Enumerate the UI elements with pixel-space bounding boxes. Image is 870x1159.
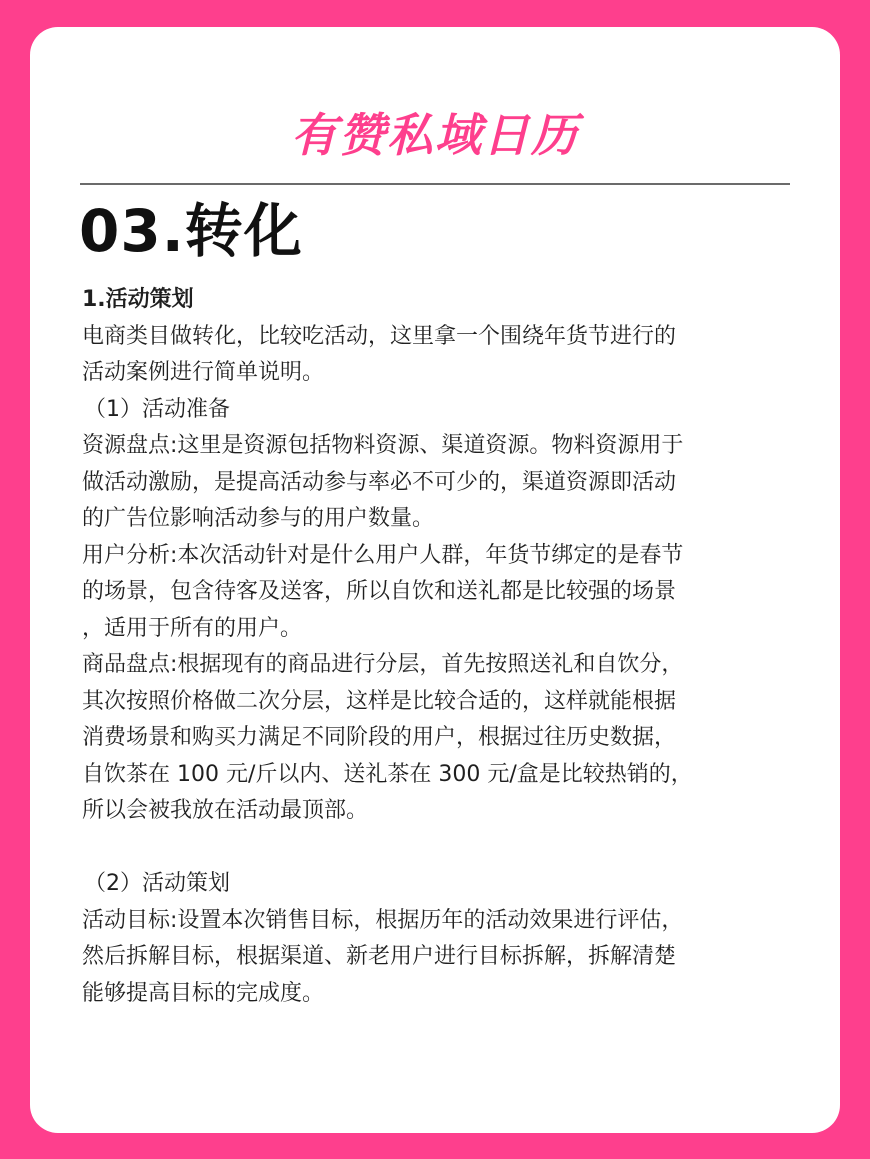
paragraph-line: 做活动激励，是提高活动参与率必不可少的，渠道资源即活动 [82,469,677,495]
paragraph-line: ，适用于所有的用户。 [82,615,303,641]
divider [80,183,790,185]
subheading-activity-prep: （1）活动准备 [84,396,230,422]
paragraph-line: 电商类目做转化，比较吃活动，这里拿一个围绕年货节进行的 [82,323,677,349]
paragraph-line: 用户分析:本次活动针对是什么用户人群，年货节绑定的是春节 [82,542,684,568]
subheading-activity-planning: 1.活动策划 [82,287,194,312]
paragraph-line: 所以会被我放在活动最顶部。 [82,798,369,823]
content-card [30,27,840,1133]
paragraph-line: 能够提高目标的完成度。 [82,980,325,1006]
paragraph-line: 消费场景和购买力满足不同阶段的用户，根据过往历史数据， [82,725,677,750]
paragraph-line: 商品盘点:根据现有的商品进行分层，首先按照送礼和自饮分， [82,652,684,677]
paragraph-line: 然后拆解目标，根据渠道、新老用户进行目标拆解，拆解清楚 [82,944,677,969]
paragraph-line: 活动目标:设置本次销售目标，根据历年的活动效果进行评估， [82,907,684,933]
paragraph-line: 自饮茶在 100 元/斤以内、送礼茶在 300 元/盒是比较热销的， [82,761,693,787]
paragraph-line: 活动案例进行简单说明。 [82,360,325,385]
subheading-activity-strategy: （2）活动策划 [84,871,230,896]
paragraph-line: 资源盘点:这里是资源包括物料资源、渠道资源。物料资源用于 [82,433,684,458]
blank-line [82,830,802,867]
paragraph-line: 其次按照价格做二次分层，这样是比较合适的，这样就能根据 [82,688,677,714]
paragraph-line: 的广告位影响活动参与的用户数量。 [82,506,435,531]
article-body [82,282,802,1012]
section-heading: 03.转化 [79,197,303,265]
brand-title: 有赞私域日历 [291,108,579,162]
paragraph-line: 的场景，包含待客及送客，所以自饮和送礼都是比较强的场景 [82,579,677,604]
